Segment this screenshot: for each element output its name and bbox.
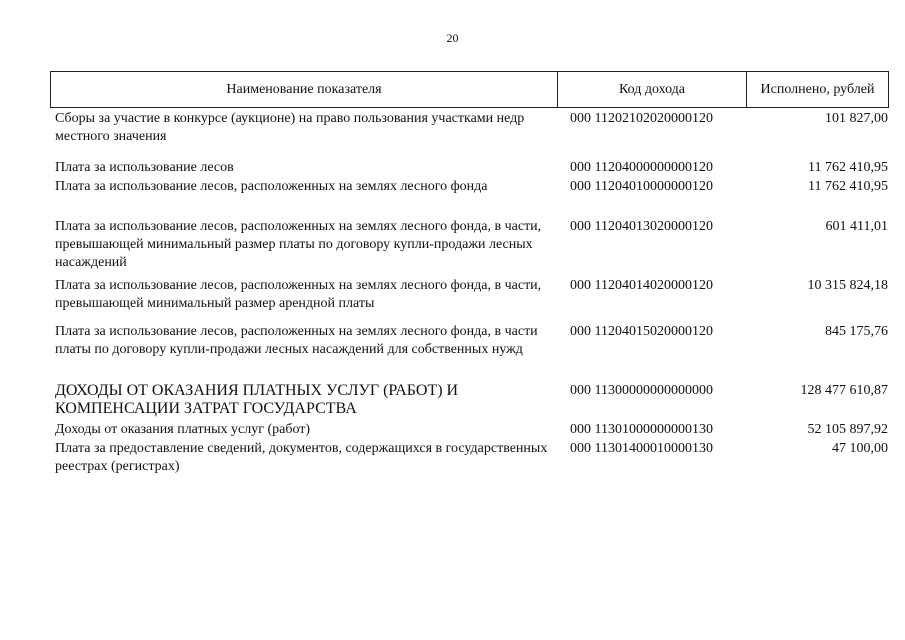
row-amount: 52 105 897,92 [807, 422, 888, 437]
row-code: 000 11301400010000130 [570, 441, 713, 456]
header-name: Наименование показателя [51, 72, 558, 107]
row-name: Сборы за участие в конкурсе (аукционе) на право пользования участками недр местного значения [55, 111, 525, 144]
row-code: 000 11204000000000120 [570, 160, 713, 175]
row-amount: 128 477 610,87 [800, 383, 888, 398]
header-amount: Исполнено, рублей [747, 72, 889, 107]
table-header [50, 71, 889, 108]
row-code: 000 11204015020000120 [570, 324, 713, 339]
header-code: Код дохода [558, 72, 747, 107]
row-code: 000 11202102020000120 [570, 111, 713, 126]
row-amount: 47 100,00 [832, 441, 888, 456]
row-amount: 10 315 824,18 [807, 278, 888, 293]
row-name: Плата за использование лесов [55, 160, 234, 175]
row-code: 000 11301000000000130 [570, 422, 713, 437]
row-code: 000 11300000000000000 [570, 383, 713, 398]
page-number: 20 [446, 31, 459, 45]
row-amount: 101 827,00 [825, 111, 888, 126]
row-amount: 845 175,76 [825, 324, 888, 339]
row-name: Плата за использование лесов, расположенных на землях лесного фонда, в части, превышающей минимальный размер платы по договору купли-продажи лесных насаждений [55, 219, 542, 270]
row-amount: 11 762 410,95 [808, 179, 888, 194]
row-code: 000 11204010000000120 [570, 179, 713, 194]
row-name: Плата за использование лесов, расположенных на землях лесного фонда, в части, превышающей минимальный размер арендной платы [55, 278, 542, 311]
row-name: Плата за использование лесов, расположенных на землях лесного фонда, в части платы по договору купли-продажи лесных насаждений для собственных нужд [55, 324, 538, 357]
row-code: 000 11204013020000120 [570, 219, 713, 234]
row-name: Плата за использование лесов, расположенных на землях лесного фонда [55, 179, 488, 194]
row-amount: 601 411,01 [825, 219, 888, 234]
row-code: 000 11204014020000120 [570, 278, 713, 293]
row-amount: 11 762 410,95 [808, 160, 888, 175]
row-name: ДОХОДЫ ОТ ОКАЗАНИЯ ПЛАТНЫХ УСЛУГ (РАБОТ) И КОМПЕНСАЦИИ ЗАТРАТ ГОСУДАРСТВА [55, 382, 459, 417]
row-name: Доходы от оказания платных услуг (работ) [55, 422, 311, 437]
row-name: Плата за предоставление сведений, документов, содержащихся в государственных реестрах (регистрах) [55, 441, 548, 474]
